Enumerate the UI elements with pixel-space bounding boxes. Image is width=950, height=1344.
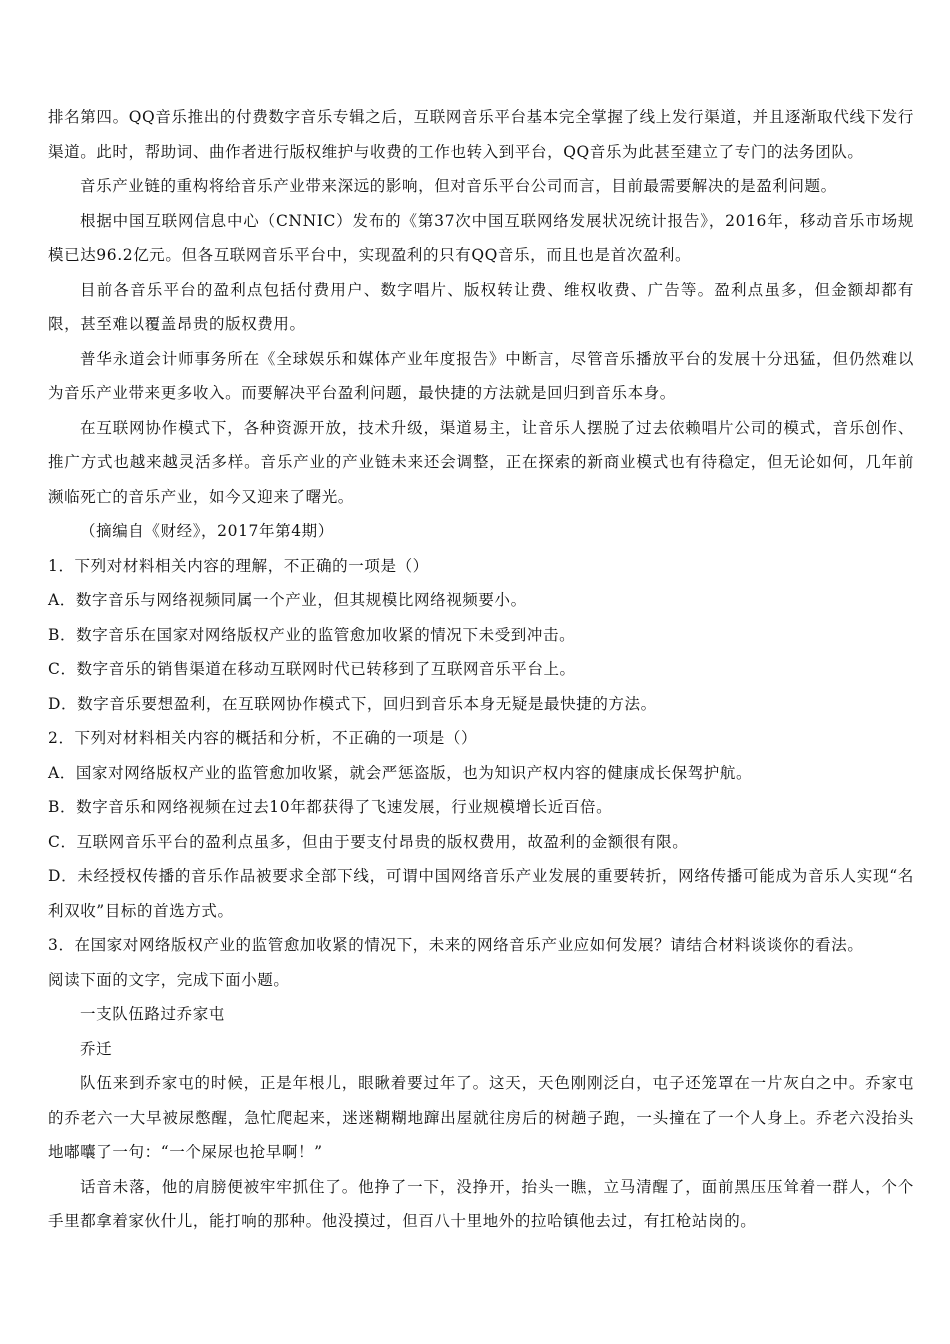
- question-2-option-a: A．国家对网络版权产业的监管愈加收紧，就会严惩盗版，也为知识产权内容的健康成长保驾护航。: [48, 763, 753, 782]
- passage-paragraph: 在互联网协作模式下，各种资源开放，技术升级，渠道易主，让音乐人摆脱了过去依赖唱片公司的模式，音乐创作、推广方式也越来越灵活多样。音乐产业的产业链未来还会调整，正在探索的新商业模式也有待稳定，但无论如何，几年前濒临死亡的音乐产业，如今又迎来了曙光。: [48, 418, 914, 506]
- passage-paragraph: 排名第四。QQ音乐推出的付费数字音乐专辑之后，互联网音乐平台基本完全掌握了线上发行渠道，并且逐渐取代线下发行渠道。此时，帮助词、曲作者进行版权维护与收费的工作也转入到平台，QQ音乐为此甚至建立了专门的法务团队。: [48, 108, 914, 161]
- question-2-option-d: D．未经授权传播的音乐作品被要求全部下线，可谓中国网络音乐产业发展的重要转折，网络传播可能成为音乐人实现“名利双收”目标的首选方式。: [48, 867, 914, 920]
- question-1-option-a: A．数字音乐与网络视频同属一个产业，但其规模比网络视频要小。: [48, 591, 527, 609]
- story-title: 一支队伍路过乔家屯: [80, 1005, 225, 1023]
- source-citation: （摘编自《财经》，2017年第4期）: [80, 522, 334, 540]
- question-2-option-c: C．互联网音乐平台的盈利点虽多，但由于要支付昂贵的版权费用，故盈利的金额很有限。: [48, 832, 689, 851]
- question-3-stem: 3．在国家对网络版权产业的监管愈加收紧的情况下，未来的网络音乐产业应如何发展？请结合材料谈谈你的看法。: [48, 936, 864, 954]
- story-paragraph: 队伍来到乔家屯的时候，正是年根儿，眼瞅着要过年了。这天，天色刚刚泛白，屯子还笼罩在一片灰白之中。乔家屯的乔老六一大早被尿憋醒，急忙爬起来，迷迷糊糊地蹿出屋就往房后的树趟子跑，一头撞在了一个人身上。乔老六没抬头地嘟囔了一句：“一个屎尿也抢早啊！”: [48, 1074, 914, 1161]
- question-2-stem: 2．下列对材料相关内容的概括和分析，不正确的一项是（）: [48, 729, 478, 747]
- document-page: [48, 100, 914, 1239]
- question-1-option-d: D．数字音乐要想盈利，在互联网协作模式下，回归到音乐本身无疑是最快捷的方法。: [48, 694, 657, 713]
- passage-paragraph: 普华永道会计师事务所在《全球娱乐和媒体产业年度报告》中断言，尽管音乐播放平台的发展十分迅猛，但仍然难以为音乐产业带来更多收入。而要解决平台盈利问题，最快捷的方法就是回归到音乐本身。: [48, 349, 914, 402]
- question-1-option-b: B．数字音乐在国家对网络版权产业的监管愈加收紧的情况下未受到冲击。: [48, 625, 576, 644]
- story-paragraph: 话音未落，他的肩膀便被牢牢抓住了。他挣了一下，没挣开，抬头一瞧，立马清醒了，面前黑压压耸着一群人，个个手里都拿着家伙什儿，能打响的那种。他没摸过，但百八十里地外的拉哈镇他去过，有扛枪站岗的。: [48, 1177, 914, 1230]
- passage-paragraph: 目前各音乐平台的盈利点包括付费用户、数字唱片、版权转让费、维权收费、广告等。盈利点虽多，但金额却都有限，甚至难以覆盖昂贵的版权费用。: [48, 280, 914, 333]
- question-2-option-b: B．数字音乐和网络视频在过去10年都获得了飞速发展，行业规模增长近百倍。: [48, 798, 613, 816]
- reading-instruction: 阅读下面的文字，完成下面小题。: [48, 970, 290, 989]
- passage-paragraph: 音乐产业链的重构将给音乐产业带来深远的影响，但对音乐平台公司而言，目前最需要解决的是盈利问题。: [80, 177, 837, 195]
- passage-paragraph: 根据中国互联网信息中心（CNNIC）发布的《第37次中国互联网络发展状况统计报告》，2016年，移动音乐市场规模已达96.2亿元。但各互联网音乐平台中，实现盈利的只有QQ音乐，而且也是首次盈利。: [48, 211, 914, 264]
- question-1-option-c: C．数字音乐的销售渠道在移动互联网时代已转移到了互联网音乐平台上。: [48, 660, 576, 678]
- question-1-stem: 1．下列对材料相关内容的理解，不正确的一项是（）: [48, 556, 429, 575]
- story-author: 乔迁: [80, 1039, 113, 1058]
